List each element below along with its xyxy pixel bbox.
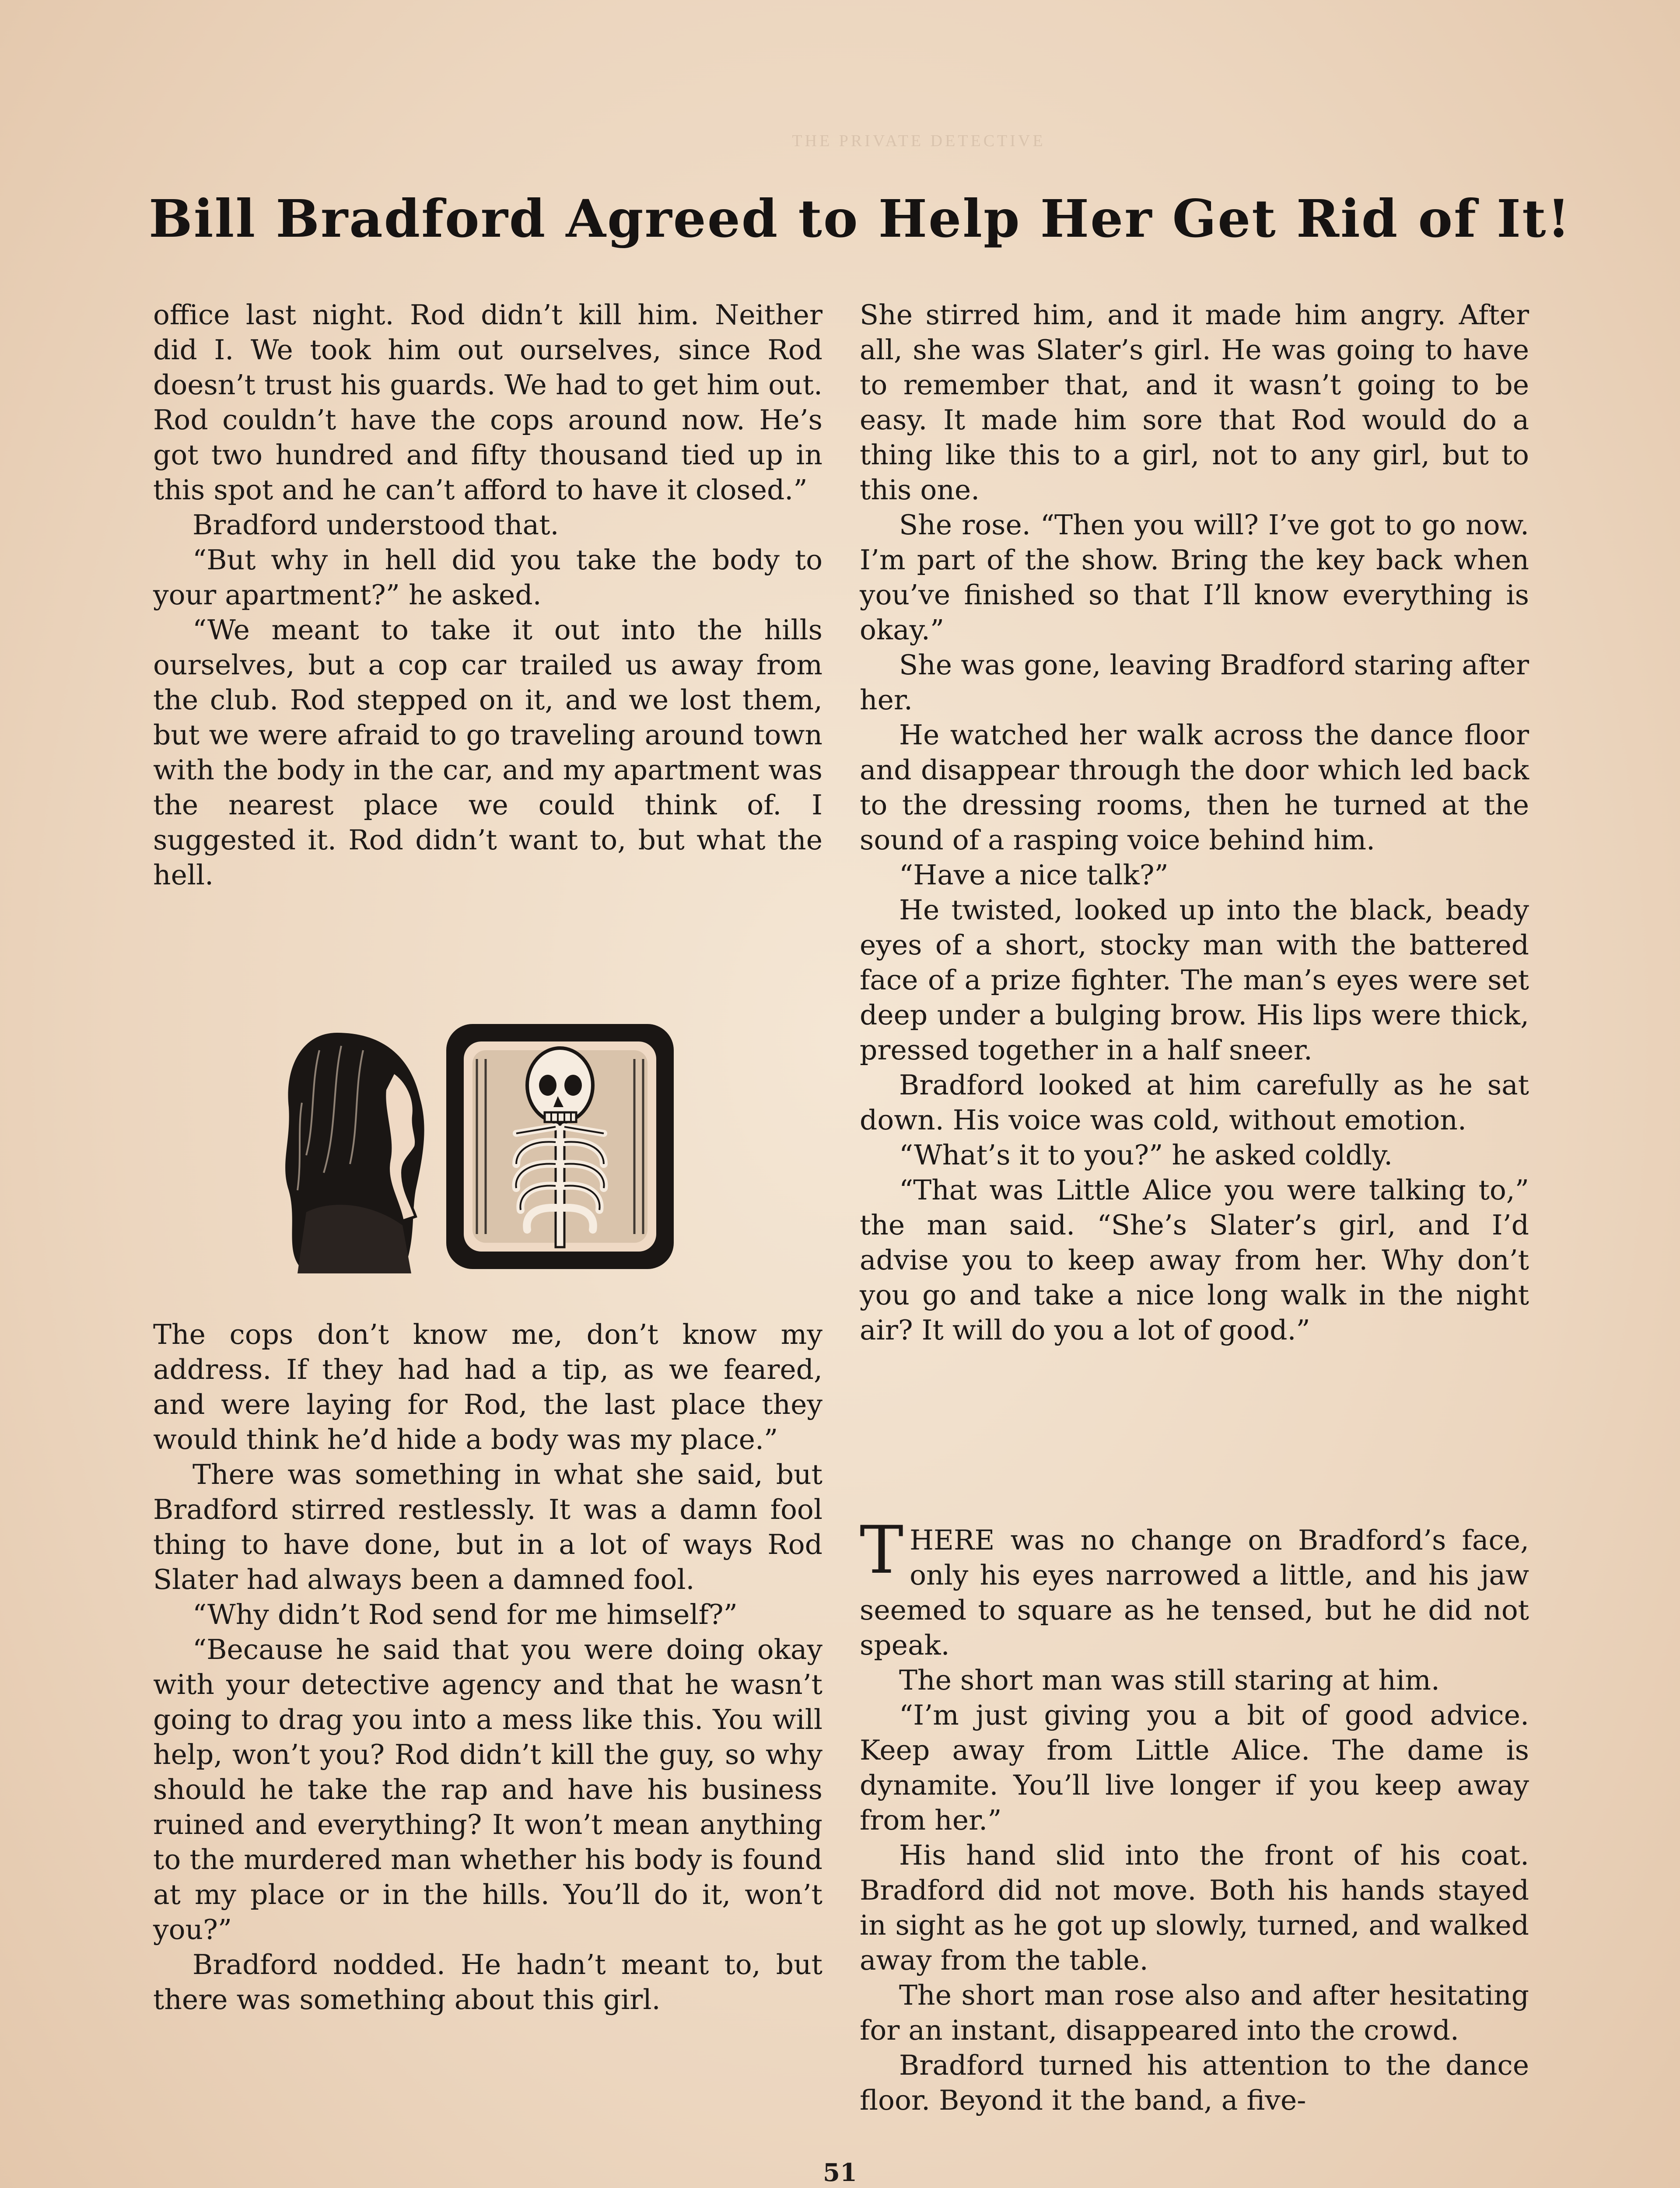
paragraph: He watched her walk across the dance floor and disappear through the door which led back to the dressing rooms, then he turned at the sound of a rasping voice behind him. [860, 719, 1529, 856]
running-head: THE PRIVATE DETECTIVE [792, 132, 1046, 150]
paragraph: “Because he said that you were doing okay with your detective agency and that he wasn’t going to drag you into a mess like this. You will help, won’t you? Rod didn’t kill the guy, so why should he take the rap and have his business ruined and everything? It won’t mean anything to the murdered man whether his body is found at my place or in the hills. You’ll do it, won’t you?” [153, 1634, 822, 1946]
paragraph: “We meant to take it out into the hills ourselves, but a cop car trailed us away from the club. Rod stepped on it, and we lost them, but we were afraid to go traveling around town with the body in the car, and my apartment was the nearest place we could think of. I suggested it. Rod didn’t want to, but what the hell. [153, 614, 822, 891]
paragraph: The short man rose also and after hesitating for an instant, disappeared into the crowd. [860, 1979, 1529, 2046]
paragraph: The short man was still staring at him. [899, 1664, 1440, 1696]
paragraph: “That was Little Alice you were talking to,” the man said. “She’s Slater’s girl, and I’d advise you to keep away from her. Why don’t you go and take a nice long walk in the night air? It will do you a lot of good.” [860, 1174, 1529, 1346]
page-number: 51 [823, 2158, 857, 2187]
paragraph: She was gone, leaving Bradford staring after her. [860, 649, 1529, 716]
story-headline: Bill Bradford Agreed to Help Her Get Rid of It! [149, 188, 1572, 249]
left-column-top [153, 298, 822, 971]
right-column-bottom [860, 1512, 1529, 2179]
left-column-bottom [153, 1317, 822, 2175]
paragraph: There was something in what she said, but Bradford stirred restlessly. It was a damn fool thing to have done, but in a lot of ways Rod Slater had always been a damned fool. [153, 1459, 822, 1595]
paragraph: Bradford turned his attention to the dance floor. Beyond it the band, a five- [860, 2049, 1529, 2116]
paragraph: Bradford nodded. He hadn’t meant to, but there was something about this girl. [153, 1949, 822, 2016]
paragraph: He twisted, looked up into the black, beady eyes of a short, stocky man with the battered face of a prize fighter. The man’s eyes were set deep under a bulging brow. His lips were thick, pressed together in a half sneer. [860, 894, 1529, 1066]
paragraph: She stirred him, and it made him angry. After all, she was Slater’s girl. He was going to have to remember that, and it wasn’t going to be easy. It made him sore that Rod would do a thing like this to a girl, not to any girl, but to this one. [860, 299, 1529, 506]
paragraph: Bradford understood that. [192, 509, 559, 541]
paragraph: She rose. “Then you will? I’ve got to go now. I’m part of the show. Bring the key back when you’ve finished so that I’ll know everything is okay.” [860, 509, 1529, 646]
right-column-top [860, 298, 1529, 1497]
paragraph: office last night. Rod didn’t kill him. Neither did I. We took him out ourselves, since Rod doesn’t trust his guards. We had to get him out. Rod couldn’t have the cops around now. He’s got two hundred and fifty thousand tied up in this spot and he can’t afford to have it closed.” [153, 299, 822, 506]
dropcap-paragraph: THERE was no change on Bradford’s face, only his eyes narrowed a little, and his jaw seemed to square as he tensed, but he did not speak. [860, 1512, 1529, 1661]
paragraph: Bradford looked at him carefully as he sat down. His voice was cold, without emotion. [860, 1069, 1529, 1136]
paragraph: The cops don’t know me, don’t know my address. If they had had a tip, as we feared, and were laying for Rod, the last place they would think he’d hide a body was my place.” [153, 1318, 822, 1455]
paragraph: “What’s it to you?” he asked coldly. [899, 1139, 1393, 1171]
paragraph: “I’m just giving you a bit of good advice. Keep away from Little Alice. The dame is dynamite. You’ll live longer if you keep away from her.” [860, 1699, 1529, 1836]
woman-and-skeleton-illustration [271, 1015, 700, 1278]
paragraph: His hand slid into the front of his coat. Bradford did not move. Both his hands stayed in sight as he got up slowly, turned, and walked away from the table. [860, 1839, 1529, 1976]
paragraph: “But why in hell did you take the body to your apartment?” he asked. [153, 544, 822, 611]
paragraph: “Why didn’t Rod send for me himself?” [192, 1599, 738, 1630]
paragraph: “Have a nice talk?” [899, 859, 1169, 891]
